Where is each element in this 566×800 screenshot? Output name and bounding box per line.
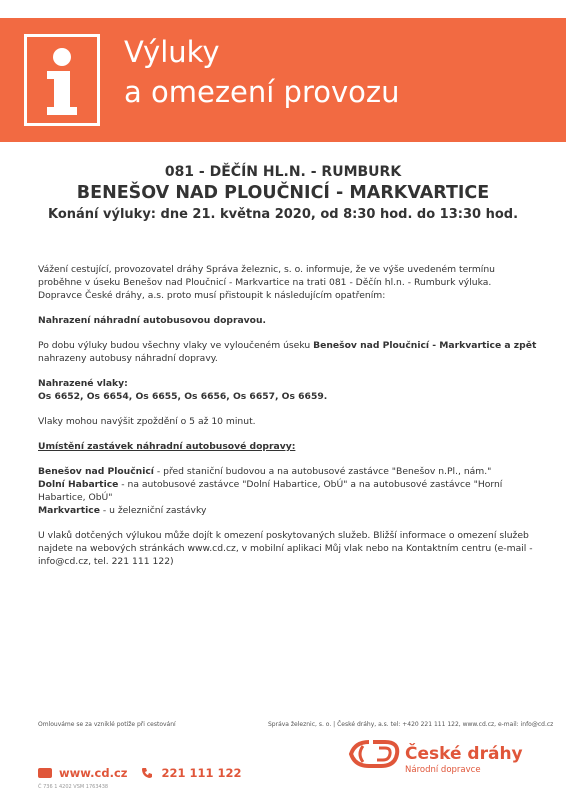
banner-title-line2: a omezení provozu [124,75,400,109]
trains-heading: Nahrazené vlaky: [38,378,128,389]
stop-desc: - u železniční zastávky [99,505,207,516]
replacement-heading: Nahrazení náhradní autobusovou dopravou. [38,315,267,326]
delay-note: Vlaky mohou navýšit zpoždění o 5 až 10 minut. [38,416,256,427]
notice-body [38,263,538,568]
banner-title [124,32,400,112]
stop-item [38,504,538,517]
cd-logo-icon [345,736,403,776]
stop-item [38,465,538,478]
contact-line [38,765,242,780]
stop-name: Markvartice [38,505,100,516]
brand-name: České dráhy [405,744,523,764]
trains-list: Os 6652, Os 6654, Os 6655, Os 6656, Os 6657, Os 6659. [38,391,328,402]
stop-item [38,478,538,504]
phone-icon [141,767,153,779]
route-line: 081 - DĚČÍN HL.N. - RUMBURK [164,164,402,180]
closure-date: Konání výluky: dne 21. května 2020, od 8:30 hod. do 13:30 hod. [47,207,519,222]
website-link[interactable]: www.cd.cz [59,765,128,780]
banner-title-line1: Výluky [124,35,220,69]
replacement-section: Benešov nad Ploučnicí - Markvartice a zpět [313,340,537,351]
replacement-paragraph [38,339,538,365]
document-code: Č 736 1 4202 VSM 1763438 [38,784,109,790]
apology-note: Omlouváme se za vzniklé potíže při cestování [38,721,176,728]
brand-tagline: Národní dopravce [405,765,481,775]
web-icon [38,768,52,778]
stop-name: Benešov nad Ploučnicí [38,466,154,477]
intro-paragraph: Vážení cestující, provozovatel dráhy Správa železnic, s. o. informuje, že ve výše uvedeném termínu proběhne v úseku Benešov nad Ploučnicí - Markvartice na trati 081 - Děčín hl.n. - Rumburk výluka. Dopravce České dráhy, a.s. proto musí přistoupit k následujícím opatřením: [38,264,496,301]
section-title: BENEŠOV NAD PLOUČNICÍ - MARKVARTICE [76,183,490,203]
stop-name: Dolní Habartice [38,479,119,490]
replacement-text: Po dobu výluky budou všechny vlaky ve vyloučeném úseku [38,340,314,351]
stops-heading: Umístění zastávek náhradní autobusové dopravy: [38,441,296,452]
brand-logo-text [405,744,523,776]
stop-desc: - před staniční budovou a na autobusové zastávce "Benešov n.Pl., nám." [153,466,492,477]
info-icon [24,34,100,126]
stop-desc: - na autobusové zastávce "Dolní Habartice, ObÚ" a na autobusové zastávce "Horní Habartice, ObÚ" [38,479,503,503]
operators-note: Správa železnic, s. o. | České dráhy, a.s. tel: +420 221 111 122, www.cd.cz, e-mail: info@cd.cz [268,721,554,728]
replacement-text-end: nahrazeny autobusy náhradní dopravy. [38,353,218,364]
closing-paragraph: U vlaků dotčených výlukou může dojít k omezení poskytovaných služeb. Bližší informace o omezení služeb najdete na webových stránkách www.cd.cz, v mobilní aplikaci Můj vlak nebo na Kontaktním centru (e-mail - info@cd.cz, tel. 221 111 122) [38,530,533,567]
header-banner [0,18,566,142]
phone-number[interactable]: 221 111 122 [161,765,242,780]
